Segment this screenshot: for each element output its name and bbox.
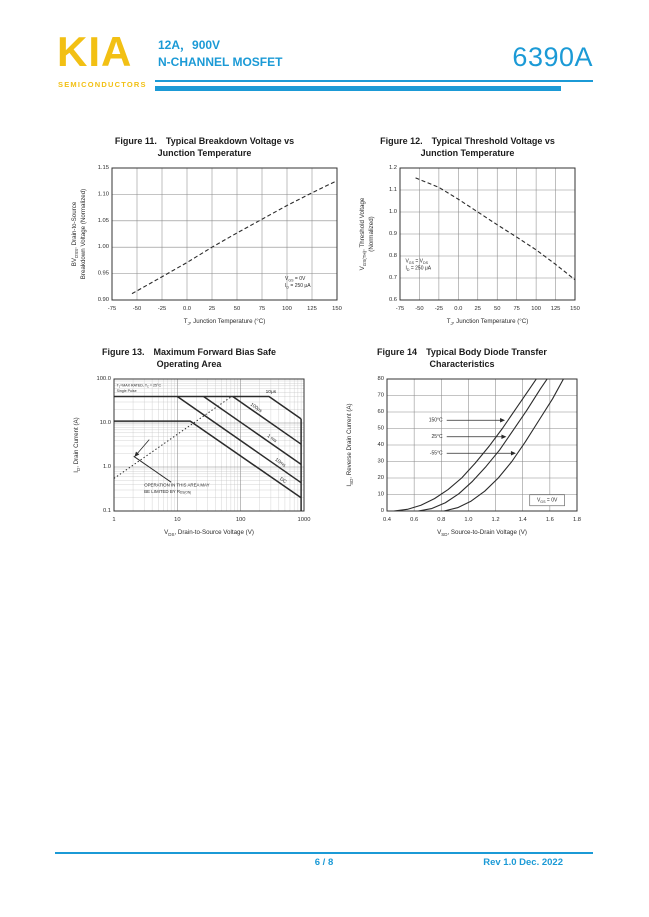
svg-text:0.0: 0.0 xyxy=(182,306,192,312)
svg-text:TJ, Junction Temperature (°C): TJ, Junction Temperature (°C) xyxy=(183,318,266,326)
figure-11-title-line1: Typical Breakdown Voltage vs xyxy=(165,136,295,146)
svg-text:-75: -75 xyxy=(107,306,117,312)
revision: Rev 1.0 Dec. 2022 xyxy=(483,857,563,868)
svg-text:1.4: 1.4 xyxy=(518,517,527,523)
figure-14-caption xyxy=(337,347,587,370)
svg-text:1.0: 1.0 xyxy=(388,209,397,215)
figure-11 xyxy=(62,136,347,334)
svg-text:(Normalized): (Normalized) xyxy=(367,216,375,252)
svg-text:20: 20 xyxy=(377,475,384,481)
svg-text:40: 40 xyxy=(377,442,384,448)
header-rule-thick xyxy=(155,86,561,91)
svg-text:Breakdown Voltage (Normalized): Breakdown Voltage (Normalized) xyxy=(79,188,87,280)
svg-text:ID, Drain Current (A): ID, Drain Current (A) xyxy=(72,417,81,473)
svg-text:0.6: 0.6 xyxy=(388,297,397,303)
svg-text:-55°C: -55°C xyxy=(429,450,443,457)
svg-text:125: 125 xyxy=(307,306,317,312)
svg-text:1: 1 xyxy=(112,517,116,523)
svg-text:1.15: 1.15 xyxy=(97,165,109,171)
svg-text:0.8: 0.8 xyxy=(388,253,397,259)
figure-11-title-line2: Junction Temperature xyxy=(157,147,252,158)
svg-text:25: 25 xyxy=(474,306,482,312)
svg-text:VGS(TH), Threshold Voltage: VGS(TH), Threshold Voltage xyxy=(358,197,367,271)
svg-text:0.4: 0.4 xyxy=(382,517,392,523)
svg-text:VGS = 0V: VGS = 0V xyxy=(536,497,558,504)
figure-14-label: Figure 14 xyxy=(377,347,418,357)
figure-14-chart xyxy=(337,373,587,545)
svg-text:10: 10 xyxy=(377,491,384,498)
svg-text:10: 10 xyxy=(174,517,181,523)
svg-text:1.0: 1.0 xyxy=(464,517,473,523)
svg-text:ID = 250 μA: ID = 250 μA xyxy=(405,265,432,273)
svg-text:1 ms: 1 ms xyxy=(266,433,278,444)
svg-text:50: 50 xyxy=(233,306,241,312)
svg-text:1.8: 1.8 xyxy=(572,517,582,523)
figure-11-label: Figure 11. xyxy=(114,136,157,146)
footer-rule xyxy=(55,852,593,854)
figure-13-caption xyxy=(64,347,314,370)
svg-text:10.0: 10.0 xyxy=(99,420,111,426)
figure-14 xyxy=(337,347,587,545)
svg-text:VGS = VDS: VGS = VDS xyxy=(405,258,429,265)
svg-text:0.8: 0.8 xyxy=(437,517,446,523)
page-indicator: 6 / 8 xyxy=(314,857,334,868)
figure-13 xyxy=(64,347,314,545)
svg-text:1.0: 1.0 xyxy=(102,464,111,470)
figure-13-title-line1: Maximum Forward Bias Safe xyxy=(153,347,277,357)
figure-12-title-line1: Typical Threshold Voltage vs xyxy=(431,136,555,146)
svg-text:80: 80 xyxy=(377,376,384,382)
svg-text:-25: -25 xyxy=(157,306,167,312)
svg-text:-75: -75 xyxy=(395,306,405,312)
header-rule-thin xyxy=(155,80,593,82)
svg-text:0.9: 0.9 xyxy=(388,231,397,237)
svg-text:100μs: 100μs xyxy=(249,402,263,414)
figure-13-title-line2: Operating Area xyxy=(156,358,222,369)
svg-text:TJ=MAX RATED, TC = 25°C: TJ=MAX RATED, TC = 25°C xyxy=(116,383,162,388)
svg-text:-50: -50 xyxy=(132,306,142,312)
svg-text:100: 100 xyxy=(235,517,246,523)
figure-11-caption xyxy=(62,136,347,159)
svg-text:25°C: 25°C xyxy=(431,433,443,440)
figure-12-label: Figure 12. xyxy=(380,136,423,146)
svg-text:1.2: 1.2 xyxy=(491,517,500,523)
svg-text:60: 60 xyxy=(377,409,384,415)
svg-text:100: 100 xyxy=(531,306,541,312)
svg-text:1.2: 1.2 xyxy=(388,165,397,171)
svg-text:70: 70 xyxy=(377,392,384,399)
svg-text:BE LIMITED BY RDS(ON): BE LIMITED BY RDS(ON) xyxy=(144,488,192,495)
svg-text:ISD, Reverse Drain Current (A): ISD, Reverse Drain Current (A) xyxy=(345,403,354,487)
svg-text:75: 75 xyxy=(258,306,266,312)
svg-text:1.00: 1.00 xyxy=(97,244,109,251)
spec-line1: 12A，900V xyxy=(158,38,221,52)
svg-text:-25: -25 xyxy=(434,306,444,312)
logo-subtext: SEMICONDUCTORS xyxy=(58,80,147,89)
figure-13-label: Figure 13. xyxy=(101,347,145,357)
svg-text:DC: DC xyxy=(278,476,288,485)
svg-text:0.0: 0.0 xyxy=(454,306,463,312)
svg-text:150: 150 xyxy=(332,306,342,312)
svg-text:VDS, Drain-to-Source Voltage (: VDS, Drain-to-Source Voltage (V) xyxy=(164,529,254,537)
svg-text:50: 50 xyxy=(377,425,384,432)
figure-12-title-line2: Junction Temperature xyxy=(420,147,515,158)
svg-text:0.6: 0.6 xyxy=(410,517,419,523)
svg-text:ID = 250 μA: ID = 250 μA xyxy=(285,283,311,290)
figure-11-chart xyxy=(62,162,347,334)
svg-text:0.1: 0.1 xyxy=(102,508,111,514)
spec-line2: N-CHANNEL MOSFET xyxy=(158,55,283,69)
svg-text:0.7: 0.7 xyxy=(388,275,397,281)
figure-12 xyxy=(350,136,585,334)
svg-text:BVDSS, Drain-to-Source: BVDSS, Drain-to-Source xyxy=(70,201,79,267)
svg-text:150: 150 xyxy=(570,306,580,312)
device-spec xyxy=(158,37,282,71)
kia-logo: KIA xyxy=(57,28,133,75)
figure-13-chart xyxy=(64,373,314,545)
figure-12-caption xyxy=(350,136,585,159)
svg-text:75: 75 xyxy=(513,306,520,312)
svg-text:125: 125 xyxy=(550,306,561,312)
svg-text:-50: -50 xyxy=(415,306,424,312)
svg-text:TJ, Junction Temperature (°C): TJ, Junction Temperature (°C) xyxy=(446,318,529,326)
figure-14-title-line2: Characteristics xyxy=(429,358,495,369)
svg-text:OPERATION IN THIS AREA MAY: OPERATION IN THIS AREA MAY xyxy=(144,482,210,488)
svg-text:1.05: 1.05 xyxy=(97,217,109,224)
svg-text:10μs: 10μs xyxy=(265,389,277,395)
svg-text:1.1: 1.1 xyxy=(388,187,397,193)
svg-text:50: 50 xyxy=(493,306,501,312)
svg-text:0.90: 0.90 xyxy=(97,297,109,303)
svg-text:30: 30 xyxy=(377,458,384,465)
svg-text:Single Pulse: Single Pulse xyxy=(116,389,137,394)
svg-text:100: 100 xyxy=(282,306,292,312)
svg-text:VGS = 0V: VGS = 0V xyxy=(285,275,306,283)
svg-text:1.6: 1.6 xyxy=(545,517,554,523)
svg-text:25: 25 xyxy=(208,306,216,312)
figure-12-chart xyxy=(350,162,585,334)
figure-14-title-line1: Typical Body Diode Transfer xyxy=(426,347,547,357)
part-number: 6390A xyxy=(512,42,593,72)
svg-text:1000: 1000 xyxy=(297,517,311,523)
svg-text:150°C: 150°C xyxy=(428,417,443,424)
svg-text:10ms: 10ms xyxy=(273,457,287,469)
svg-text:100.0: 100.0 xyxy=(96,376,111,382)
svg-text:1.10: 1.10 xyxy=(97,191,109,198)
svg-text:VSD, Source-to-Drain Voltage (: VSD, Source-to-Drain Voltage (V) xyxy=(437,529,527,537)
svg-text:0: 0 xyxy=(380,508,384,514)
svg-text:0.95: 0.95 xyxy=(97,270,109,277)
